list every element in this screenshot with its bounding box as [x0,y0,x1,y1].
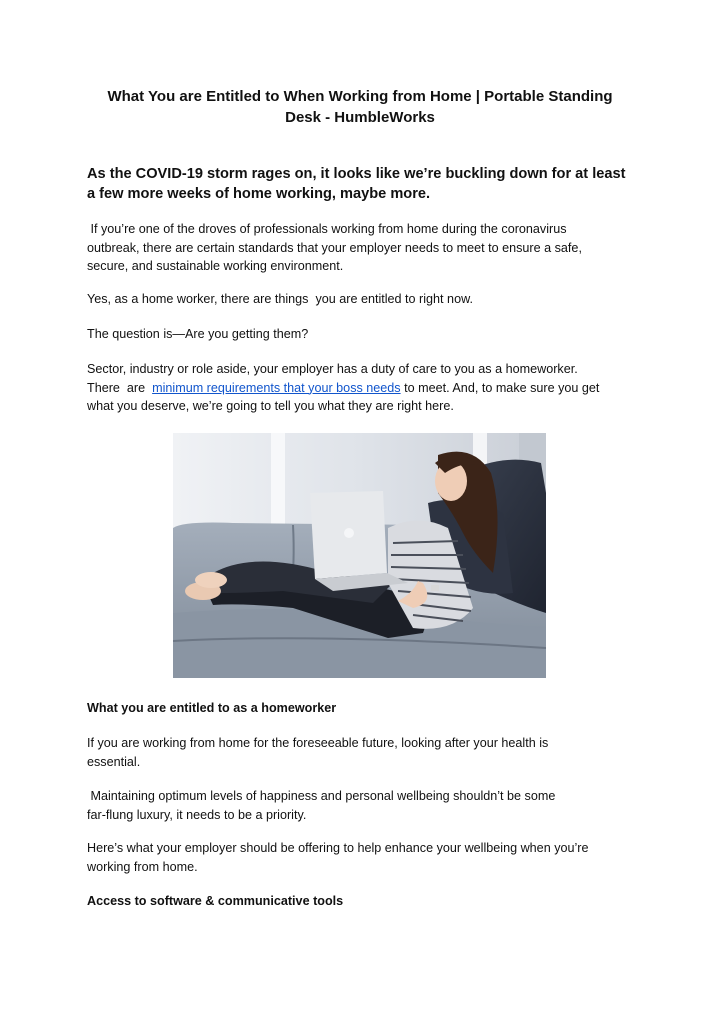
paragraph-duty-line-1: Sector, industry or role aside, your employer has a duty of care to you as a homeworker. [87,362,578,376]
title-line-2: Desk - HumbleWorks [285,109,435,126]
paragraph-duty-line-2 [87,379,647,398]
section-heading-software-tools: Access to software & communicative tools [87,894,344,908]
section-heading-entitled: What you are entitled to as a homeworker [87,701,337,715]
paragraph-wellbeing-line-1: Maintaining optimum levels of happiness and personal wellbeing shouldn’t be some [87,789,556,803]
photo-illustration [173,433,546,678]
woman-on-sofa-photo [173,433,546,678]
lead-line-1: As the COVID-19 storm rages on, it looks like we’re buckling down for at least [87,166,626,182]
minimum-requirements-link[interactable]: minimum requirements that your boss needs [152,380,401,395]
paragraph-health-line-2: essential. [87,754,141,769]
lead-line-2: a few more weeks of home working, maybe more. [87,186,431,202]
paragraph-health [87,734,647,771]
paragraph-intro-line-2: outbreak, there are certain standards that your employer needs to meet to ensure a safe, [87,240,582,255]
paragraph-intro-line-1: If you’re one of the droves of professionals working from home during the coronavirus [87,222,567,236]
paragraph-offering-line-2: working from home. [87,859,198,874]
paragraph-wellbeing [87,787,647,824]
paragraph-duty-line-3: what you deserve, we’re going to tell you what they are right here. [87,399,454,413]
paragraph-wellbeing-line-2: far-flung luxury, it needs to be a priority. [87,807,307,822]
paragraph-question: The question is—Are you getting them? [87,327,309,341]
paragraph-entitled: Yes, as a home worker, there are things you are entitled to right now. [87,292,473,306]
paragraph-employer-offering [87,839,647,876]
paragraph-duty-line-2-pre: There are [87,380,153,395]
lead-paragraph [87,164,637,204]
paragraph-intro-line-3: secure, and sustainable working environment. [87,259,344,273]
paragraph-duty-line-2-post: to meet. And, to make sure you get [400,380,600,395]
paragraph-offering-line-1: Here’s what your employer should be offering to help enhance your wellbeing when you’re [87,841,589,855]
paragraph-intro [87,220,647,276]
paragraph-duty-of-care [87,360,647,416]
document-title [80,86,640,128]
paragraph-health-line-1: If you are working from home for the foreseeable future, looking after your health is [87,736,549,750]
title-line-1: What You are Entitled to When Working from Home | Portable Standing [107,88,613,105]
